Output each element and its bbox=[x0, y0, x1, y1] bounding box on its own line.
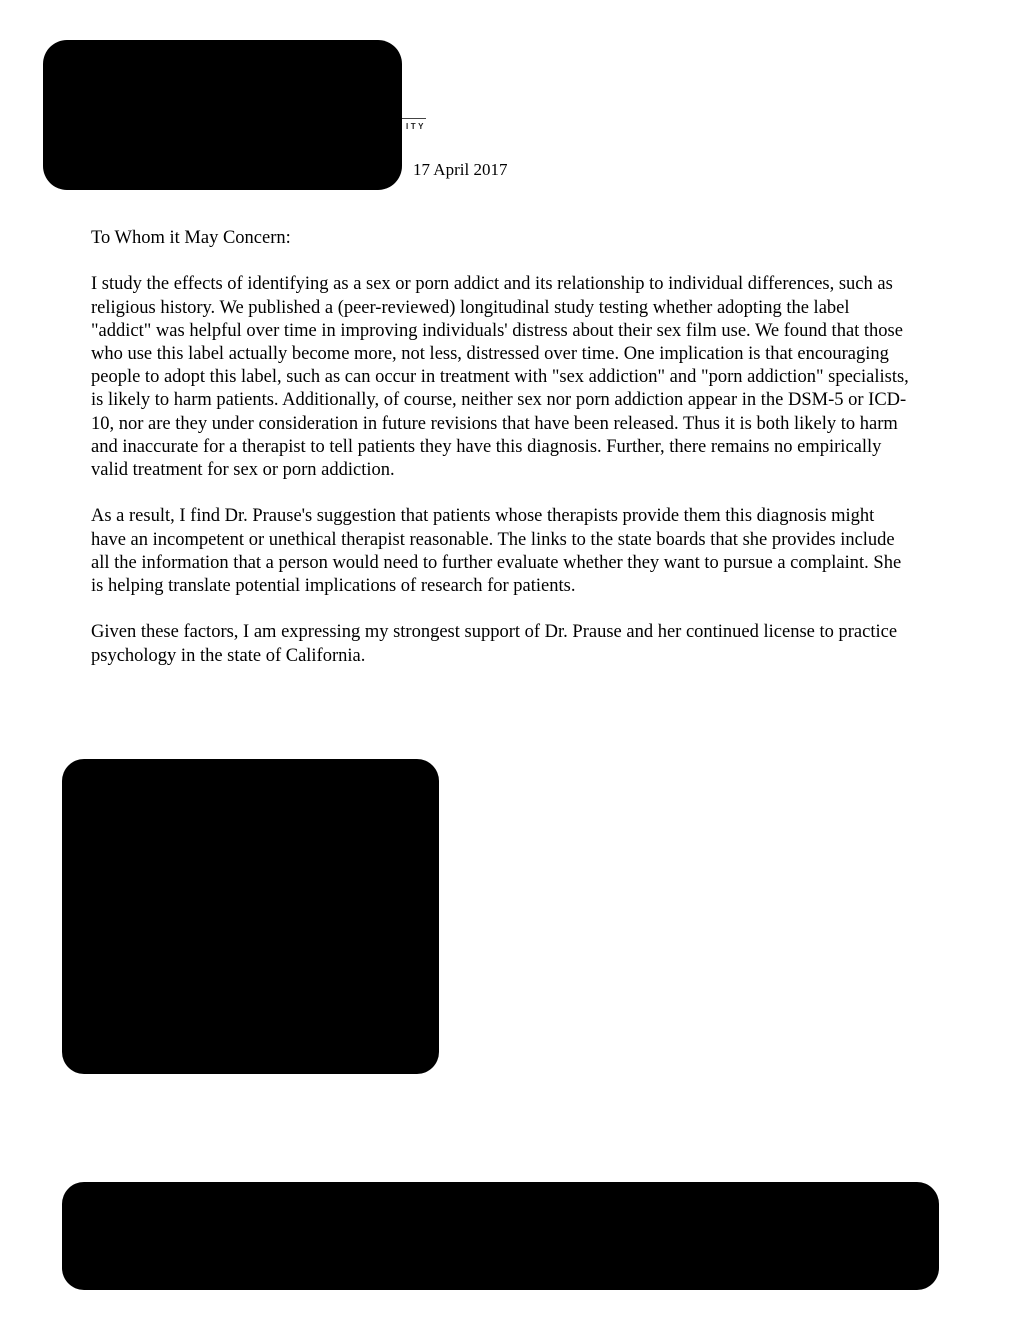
letterhead-logo-text: ITY bbox=[406, 122, 426, 131]
body-paragraph-1: I study the effects of identifying as a sex or porn addict and its relationship to individual differences, such as religious history. We published a (peer-reviewed) longitudinal study testing whether adopting the label "addict" was helpful over time in improving individuals' distress about their sex film use. We found that those who use this label actually become more, not less, distressed over time. One implication is that encouraging people to adopt this label, such as can occur in treatment with "sex addiction" and "porn addiction" specialists, is likely to harm patients. Additionally, of course, neither sex nor porn addiction appear in the DSM-5 or ICD-10, nor are they under consideration in future revisions that have been released. Thus it is both likely to harm and inaccurate for a therapist to tell patients they have this diagnosis. Further, there remains no empirically valid treatment for sex or porn addiction. bbox=[91, 274, 909, 481]
body-paragraph-2: As a result, I find Dr. Prause's suggestion that patients whose therapists provide them this diagnosis might have an incompetent or unethical therapist reasonable. The links to the state boards that she provides include all the information that a person would need to further evaluate whether they want to pursue a complaint. She is helping translate potential implications of research for patients. bbox=[91, 506, 902, 597]
letter-date: 17 April 2017 bbox=[413, 160, 508, 179]
body-paragraph-3: Given these factors, I am expressing my strongest support of Dr. Prause and her continued license to practice psychology in the state of California. bbox=[91, 622, 898, 666]
redacted-letterhead-block bbox=[43, 40, 402, 190]
salutation: To Whom it May Concern: bbox=[91, 228, 291, 248]
letter-body bbox=[91, 227, 911, 691]
redacted-signature-block bbox=[62, 759, 439, 1074]
redacted-footer-block bbox=[62, 1182, 939, 1290]
